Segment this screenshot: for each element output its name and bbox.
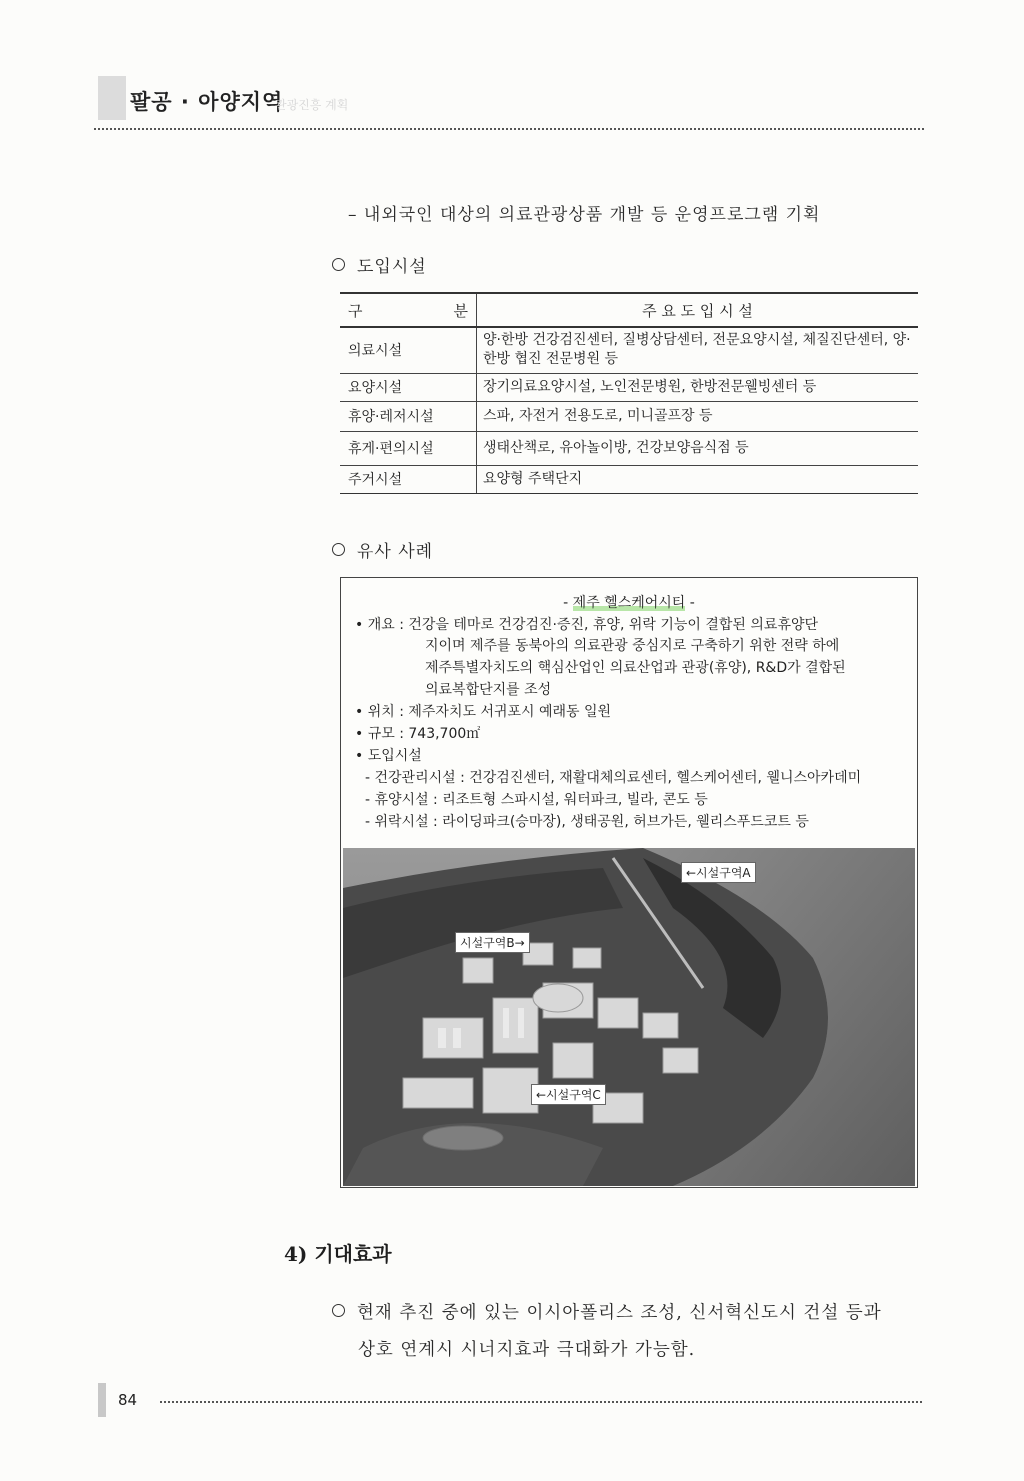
table-cell-category: 주거시설: [340, 465, 477, 493]
photo-tag-zone-b: 시설구역B→: [455, 932, 530, 953]
section-facilities-label: 도입시설: [357, 257, 427, 277]
header-divider: [94, 128, 924, 130]
table-header-category: 구 분: [340, 293, 477, 327]
table-row: [340, 401, 918, 431]
case-overview-line-3: 제주특별자치도의 핵심산업인 의료산업과 관광(휴양), R&D가 결합된: [425, 660, 846, 676]
photo-tag-zone-c: ←시설구역C: [531, 1084, 606, 1105]
case-study-box: [340, 577, 918, 1188]
table-header-content: 주 요 도 입 시 설: [477, 293, 919, 327]
table-cell-content: 스파, 자전거 전용도로, 미니골프장 등: [477, 401, 919, 431]
case-overview-line-1: • 개요 : 건강을 테마로 건강검진·증진, 휴양, 위락 기능이 결합된 의료휴양단: [355, 617, 819, 633]
case-title-highlight: 제주 헬스케어시티: [572, 595, 686, 611]
footer-accent-bar: [98, 1383, 106, 1417]
case-overview-line-4: 의료복합단지를 조성: [425, 682, 552, 698]
section4-heading: 4) 기대효과: [284, 1242, 392, 1266]
page-number: 84: [118, 1391, 138, 1409]
table-cell-category: 휴게·편의시설: [340, 431, 477, 465]
aerial-photo-illustration: [343, 848, 915, 1186]
table-cell-category: 휴양·레저시설: [340, 401, 477, 431]
case-overview-line-2: 지이며 제주를 동북아의 의료관광 중심지로 구축하기 위한 전략 하에: [425, 638, 840, 654]
header-subtitle: 관광진흥 계획: [275, 98, 349, 112]
section-facilities: [332, 252, 427, 277]
table-cell-content: 요양형 주택단지: [477, 465, 919, 493]
facilities-table: [340, 292, 918, 494]
table-cell-content: 양·한방 건강검진센터, 질병상담센터, 전문요양시설, 체질진단센터, 양·한방 협진 전문병원 등: [477, 327, 919, 373]
section-cases: [332, 537, 433, 562]
table-row: [340, 327, 918, 373]
section4-line-1: 현재 추진 중에 있는 이시아폴리스 조성, 신서혁신도시 건설 등과: [357, 1303, 882, 1323]
case-scale: • 규모 : 743,700㎡: [355, 726, 481, 742]
case-title-suffix: -: [685, 595, 695, 611]
section4-line-2: 상호 연계시 시너지효과 극대화가 가능함.: [358, 1340, 696, 1360]
table-cell-category: 요양시설: [340, 373, 477, 401]
case-title-prefix: -: [563, 595, 573, 611]
table-row: [340, 373, 918, 401]
aerial-photo: [343, 848, 915, 1186]
case-location: • 위치 : 제주자치도 서귀포시 예래동 일원: [355, 704, 612, 720]
section-cases-label: 유사 사례: [357, 542, 434, 562]
case-facility-leisure: - 위락시설 : 라이딩파크(승마장), 생태공원, 허브가든, 웰리스푸드코트 등: [365, 814, 809, 830]
case-title: [341, 592, 917, 612]
circle-bullet-icon: [332, 258, 345, 271]
photo-tag-zone-a: ←시설구역A: [681, 862, 756, 883]
case-facility-resort: - 휴양시설 : 리조트형 스파시설, 워터파크, 빌라, 콘도 등: [365, 792, 708, 808]
circle-bullet-icon: [332, 543, 345, 556]
header-title: 팔공 · 아양지역: [130, 90, 284, 114]
footer-divider: [160, 1401, 922, 1403]
header-accent-bar: [98, 76, 126, 120]
case-facilities-label: • 도입시설: [355, 748, 422, 764]
section4-paragraph: [332, 1295, 922, 1369]
table-cell-content: 장기의료요양시설, 노인전문병원, 한방전문웰빙센터 등: [477, 373, 919, 401]
table-header-row: [340, 293, 918, 327]
intro-line: – 내외국인 대상의 의료관광상품 개발 등 운영프로그램 기획: [348, 205, 821, 225]
case-facility-health: - 건강관리시설 : 건강검진센터, 재활대체의료센터, 헬스케어센터, 웰니스아카데미: [365, 770, 862, 786]
circle-bullet-icon: [332, 1304, 345, 1317]
table-cell-category: 의료시설: [340, 327, 477, 373]
table-row: [340, 465, 918, 493]
table-row: [340, 431, 918, 465]
table-cell-content: 생태산책로, 유아놀이방, 건강보양음식점 등: [477, 431, 919, 465]
